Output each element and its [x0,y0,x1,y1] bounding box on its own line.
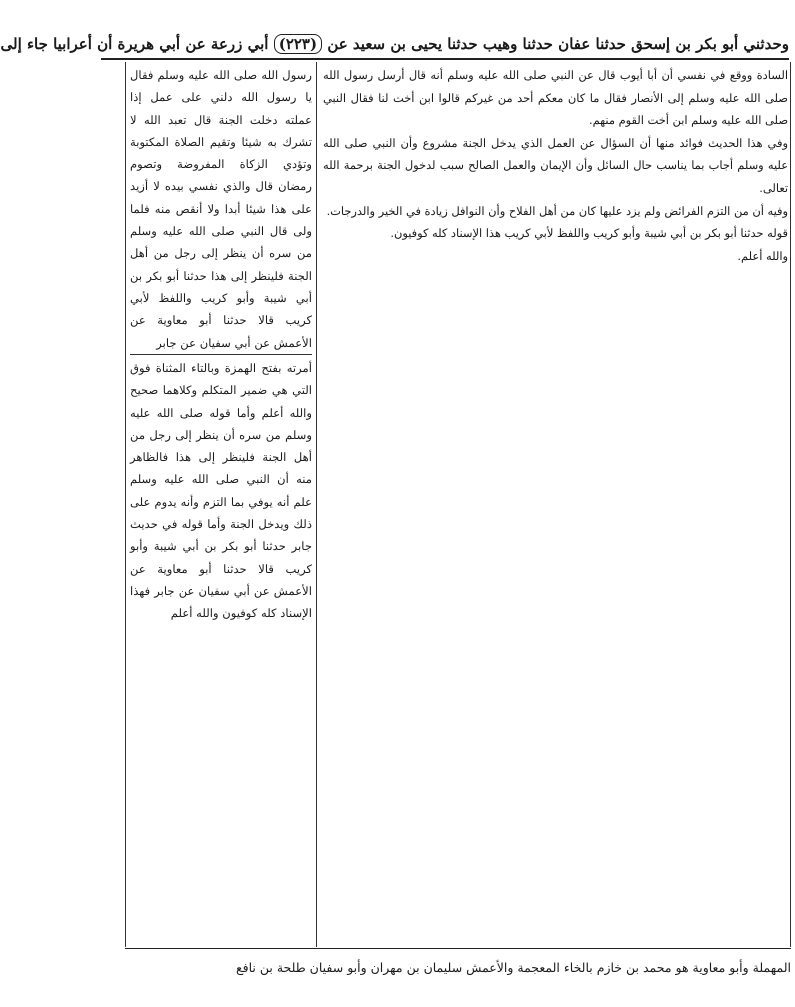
commentary-paragraph: والله أعلم. [737,248,788,263]
header-text-after: أبي زرعة عن أبي هريرة أن أعرابيا جاء إلى [0,35,269,53]
page-number: (٢٢٣) [274,34,322,54]
footer-line: المهملة وأبو معاوية هو محمد بن خازم بالخاء المعجمة والأعمش سليمان بن مهران وأبو سفيان طلحة بن نافع [235,960,791,975]
commentary-paragraph: وفي هذا الحديث فوائد منها أن السؤال عن العمل الذي يدخل الجنة مشروع وأن النبي صلى الله عليه وسلم أجاب بما يناسب حال السائل وأن الإيمان والعمل الصالح سبب لدخول الجنة برحمة الله تعالى. [323,135,788,195]
page-header [0,30,789,58]
commentary-paragraph: قوله حدثنا أبو بكر بن أبي شيبة وأبو كريب واللفظ لأبي كريب هذا الإسناد كله كوفيون. [390,226,788,241]
margin-matn-lower: أمرته بفتح الهمزة وبالتاء المثناة فوق التي هي ضمير المتكلم وكلاهما صحيح والله أعلم وأما قوله صلى الله عليه وسلم من سره أن ينظر إلى رجل من أهل الجنة فلينظر إلى هذا فالظاهر منه أن النبي صلى الله عليه وسلم علم أنه يوفي بما التزم وأنه يدوم على ذلك ويدخل الجنة وأما قوله في حديث جابر حدثنا أبو بكر بن أبي شيبة وأبو كريب قالا حدثنا أبو معاوية عن الأعمش عن أبي سفيان عن جابر فهذا الإسناد كله كوفيون والله أعلم [130,361,312,621]
commentary-paragraph: وفيه أن من التزم الفرائض ولم يزد عليها كان من أهل الفلاح وأن النوافل زيادة في الخير والدرجات. [326,203,788,218]
commentary-text [323,64,788,267]
commentary-paragraph: السادة ووقع في نفسي أن أبا أيوب قال عن النبي صلى الله عليه وسلم أنه قال أرسل رسول الله صلى الله عليه وسلم إلى الأنصار فقال ما كان معكم أحد من غيركم قالوا ابن أخت لنا فقال النبي صلى الله عليه وسلم ابن أخت القوم منهم. [323,68,788,128]
footer-rule [125,948,791,949]
margin-matn-upper: رسول الله صلى الله عليه وسلم فقال يا رسول الله دلني على عمل إذا عملته دخلت الجنة قال تعبد الله لا تشرك به شيئا وتقيم الصلاة المكتوبة وتؤدي الزكاة المفروضة وتصوم رمضان قال والذي نفسي بيده لا أزيد على هذا شيئا أبدا ولا أنقص منه فلما ولى قال النبي صلى الله عليه وسلم من سره أن ينظر إلى رجل من أهل الجنة فلينظر إلى هذا حدثنا أبو بكر بن أبي شيبة وأبو كريب واللفظ لأبي كريب قالا حدثنا أبو معاوية عن الأعمش عن أبي سفيان عن جابر [130,68,312,350]
footer-line-2 [125,981,791,1005]
header-text-before: وحدثني أبو بكر بن إسحق حدثنا عفان حدثنا وهيب حدثنا يحيى بن سعيد عن [327,35,789,53]
commentary-column [321,62,791,947]
margin-divider [130,354,312,355]
margin-column [125,62,317,947]
header-rule [101,58,789,60]
